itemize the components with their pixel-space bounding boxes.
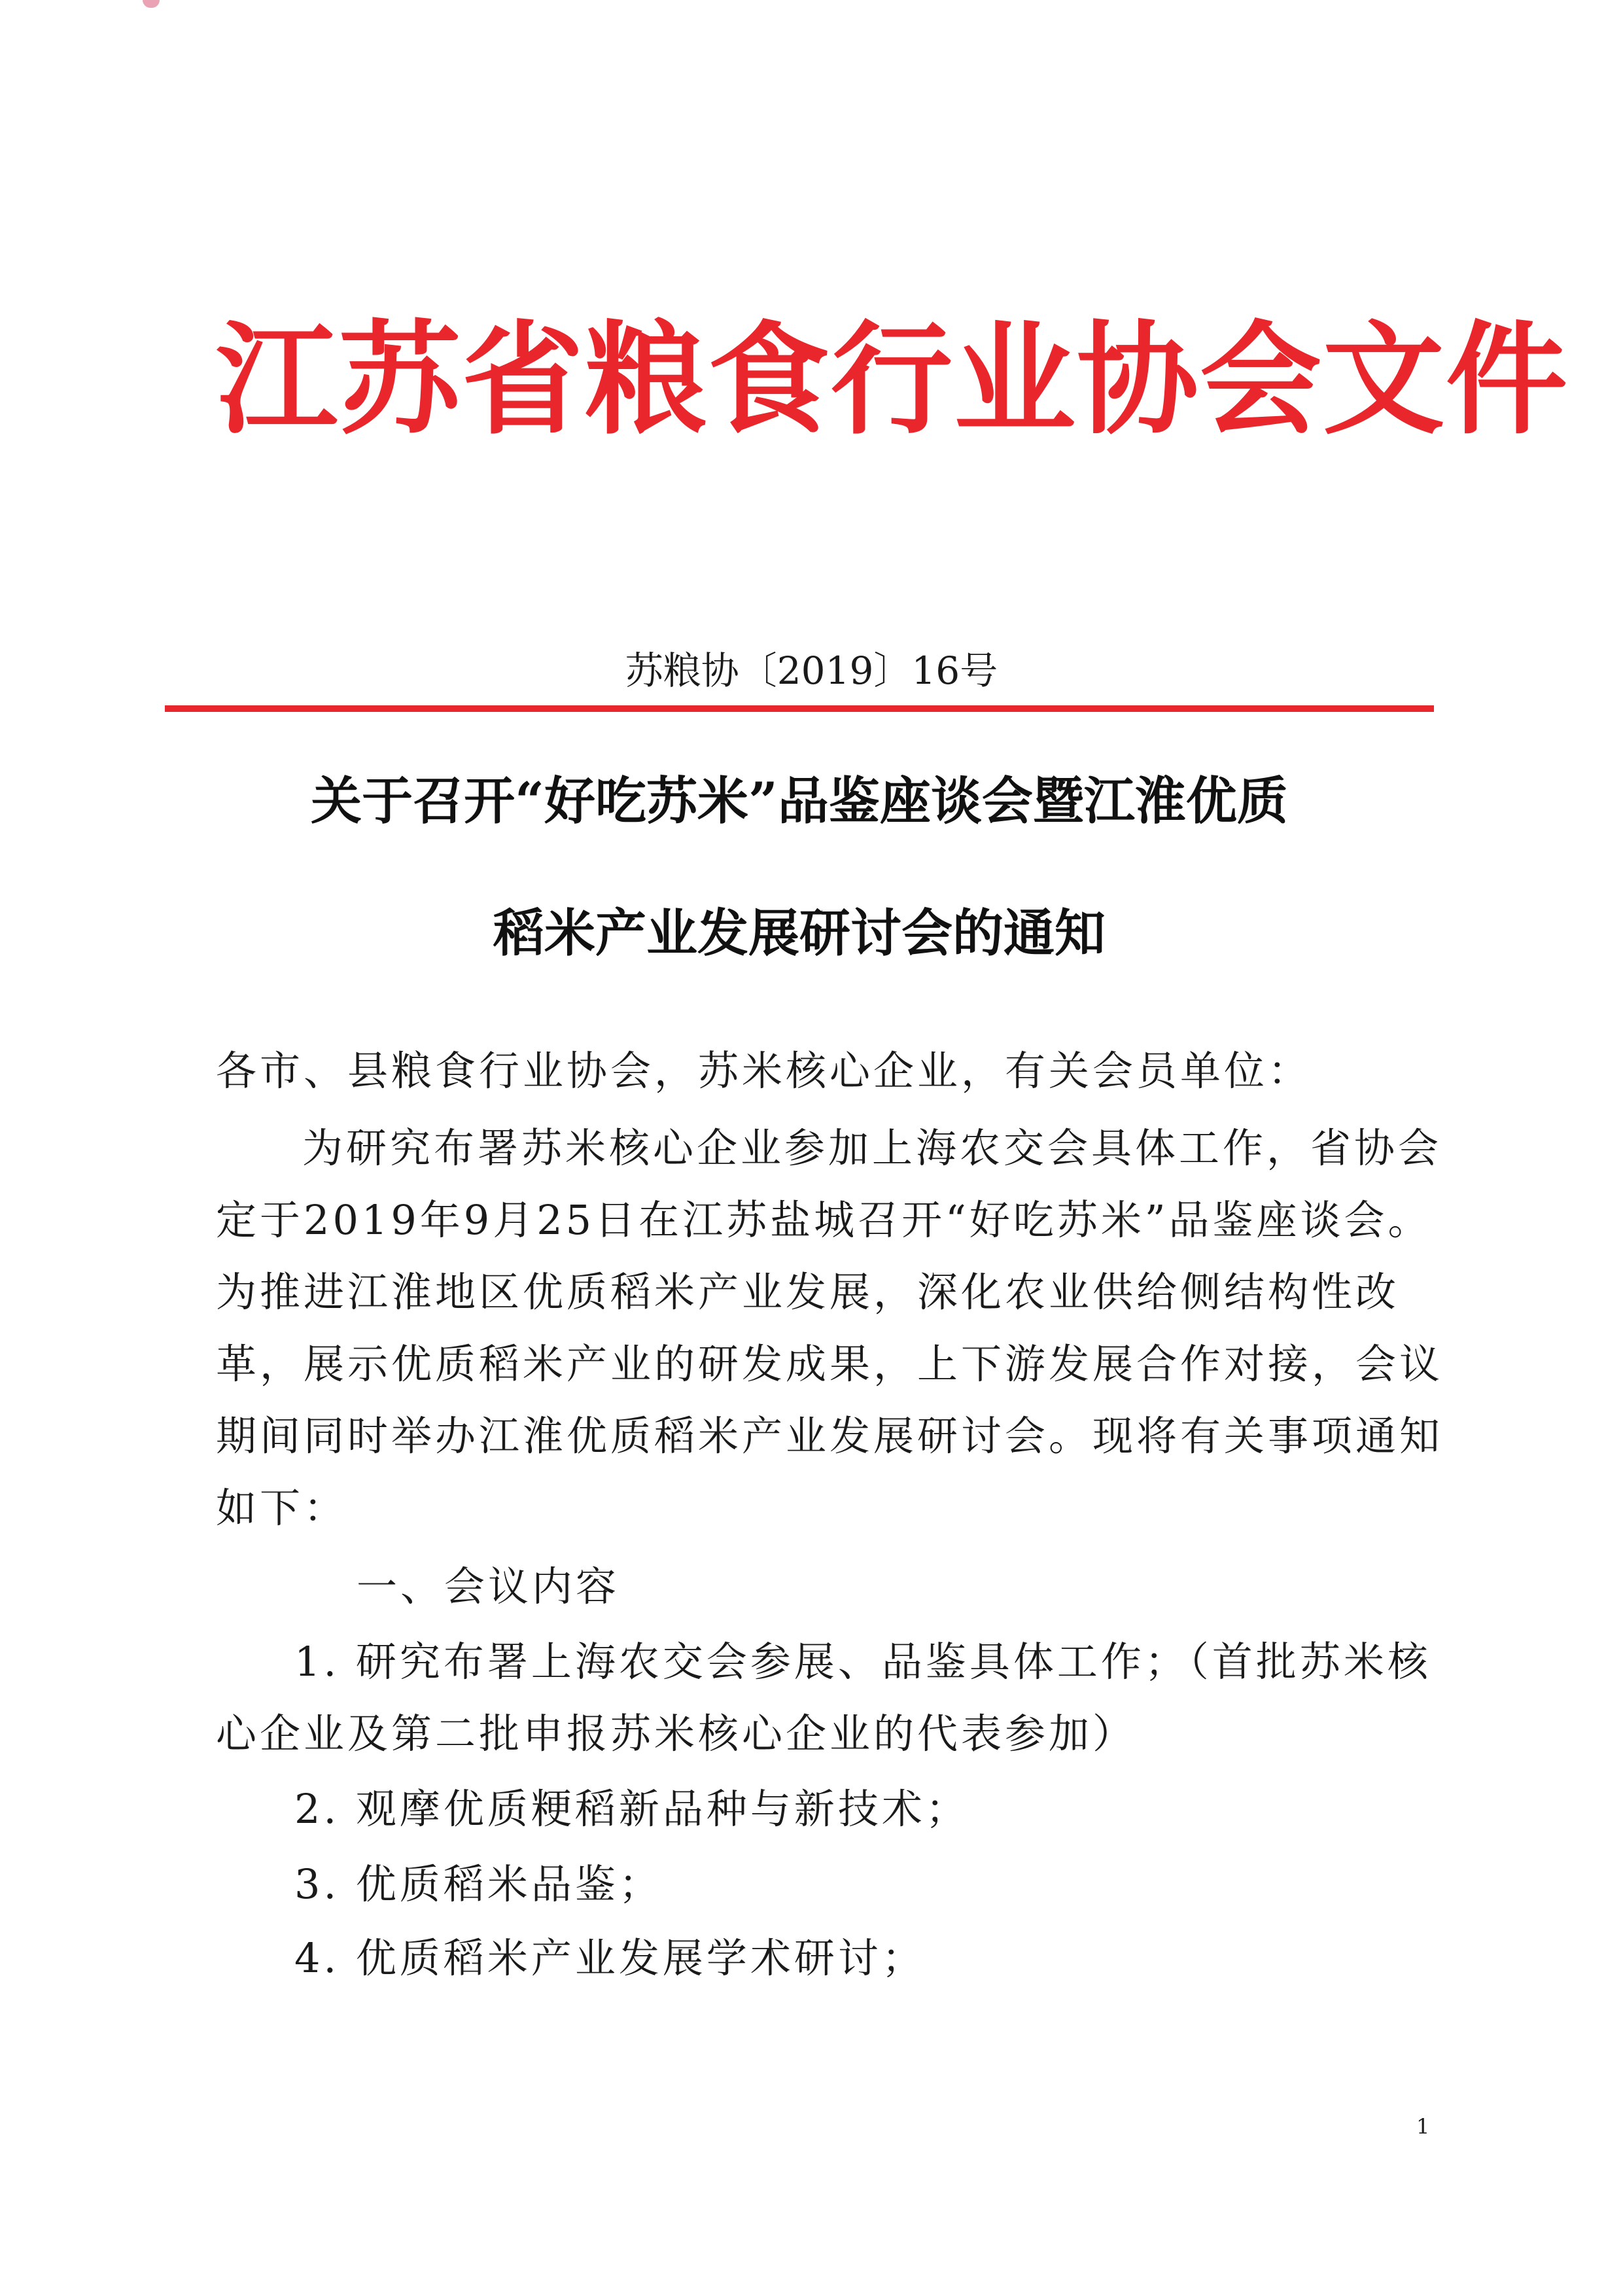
list-item-continuation: 心企业及第二批申报苏米核心企业的代表参加）	[216, 1710, 1137, 1757]
body-paragraph-line: 定于2019年9月25日在江苏盐城召开“好吃苏米”品鉴座谈会。	[216, 1196, 1432, 1244]
list-item: 1. 研究布署上海农交会参展、品鉴具体工作；（首批苏米核	[294, 1638, 1431, 1686]
body-paragraph-line: 期间同时举办江淮优质稻米产业发展研讨会。现将有关事项通知	[216, 1412, 1444, 1460]
body-paragraph-line: 革，展示优质稻米产业的研发成果，上下游发展合作对接，会议	[216, 1340, 1444, 1388]
salutation: 各市、县粮食行业协会，苏米核心企业，有关会员单位：	[216, 1047, 1312, 1095]
red-divider-line	[165, 705, 1434, 712]
document-title-line-1: 关于召开“好吃苏米”品鉴座谈会暨江淮优质	[311, 771, 1288, 831]
body-paragraph-line: 如下：	[216, 1484, 348, 1532]
list-item: 3. 优质稻米品鉴；	[294, 1860, 663, 1908]
section-heading: 一、会议内容	[357, 1563, 620, 1610]
document-number: 苏粮协〔2019〕16号	[625, 648, 998, 693]
document-title-line-2: 稻米产业发展研讨会的通知	[493, 904, 1106, 963]
body-paragraph-line: 为推进江淮地区优质稻米产业发展，深化农业供给侧结构性改	[216, 1268, 1400, 1316]
page-number: 1	[1416, 2114, 1430, 2139]
list-item: 4. 优质稻米产业发展学术研讨；	[294, 1934, 926, 1982]
corner-mark	[143, 0, 160, 8]
body-paragraph-line: 为研究布署苏米核心企业参加上海农交会具体工作，省协会	[302, 1124, 1442, 1172]
masthead-title: 江苏省粮食行业协会文件	[216, 308, 1569, 451]
list-item: 2. 观摩优质粳稻新品种与新技术；	[294, 1785, 969, 1833]
